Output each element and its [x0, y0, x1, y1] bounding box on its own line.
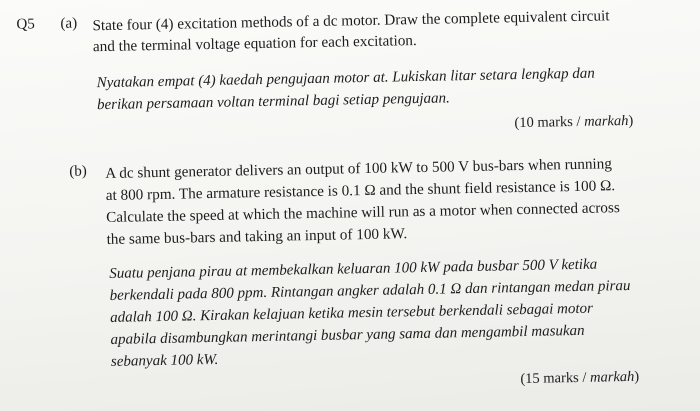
- part-b-marks-prefix: (15 marks /: [520, 369, 591, 388]
- part-a-malay-line-2: berikan persamaan voltan terminal bagi setiap pengujaan.: [96, 90, 451, 114]
- part-b-malay-line-3: adalah 100 Ω. Kirakan kelajuan ketika mesin tersebut berkendali sebagai motor: [109, 300, 594, 326]
- part-a-label: (a): [60, 15, 78, 32]
- part-b-marks-suffix: ): [634, 368, 640, 385]
- part-b-english-line-1: A dc shunt generator delivers an output of 100 kW to 500 V bus-bars when running: [105, 155, 613, 183]
- part-a-marks-prefix: (10 marks /: [514, 113, 585, 132]
- part-b-english-line-3: Calculate the speed at which the machine will run as a motor when connected across: [106, 199, 620, 226]
- part-b-malay-line-5: sebanyak 100 kW.: [110, 351, 219, 370]
- part-a-english-line-1: State four (4) excitation methods of a dc motor. Draw the complete equivalent circuit: [92, 7, 610, 35]
- part-b-malay-line-4: apabila disambungkan merintangi busbar yang sama dan mengambil masukan: [110, 322, 585, 348]
- part-b-marks-italic: markah: [589, 368, 635, 386]
- part-b-marks: [520, 369, 639, 388]
- part-b-malay-line-1: Suatu penjana pirau at membekalkan keluaran 100 kW pada busbar 500 V ketika: [109, 256, 598, 282]
- part-b-english-line-2: at 800 rpm. The armature resistance is 0.1 Ω and the shunt field resistance is 100 Ω.: [105, 177, 616, 205]
- part-b-malay-line-2: berkendali pada 800 ppm. Rintangan angker adalah 0.1 Ω dan rintangan medan pirau: [109, 277, 631, 304]
- part-a-english-line-2: and the terminal voltage equation for each excitation.: [92, 32, 417, 56]
- part-a-malay-line-1: Nyatakan empat (4) kaedah pengujaan motor at. Lukiskan litar setara lengkap dan: [96, 65, 595, 92]
- part-a-marks-suffix: ): [628, 112, 634, 129]
- part-a-marks: [514, 113, 633, 132]
- part-b-label: (b): [69, 163, 87, 180]
- part-b-english-line-4: the same bus-bars and taking an input of 100 kW.: [106, 225, 408, 248]
- question-number: Q5: [16, 16, 35, 33]
- part-a-marks-italic: markah: [583, 112, 629, 130]
